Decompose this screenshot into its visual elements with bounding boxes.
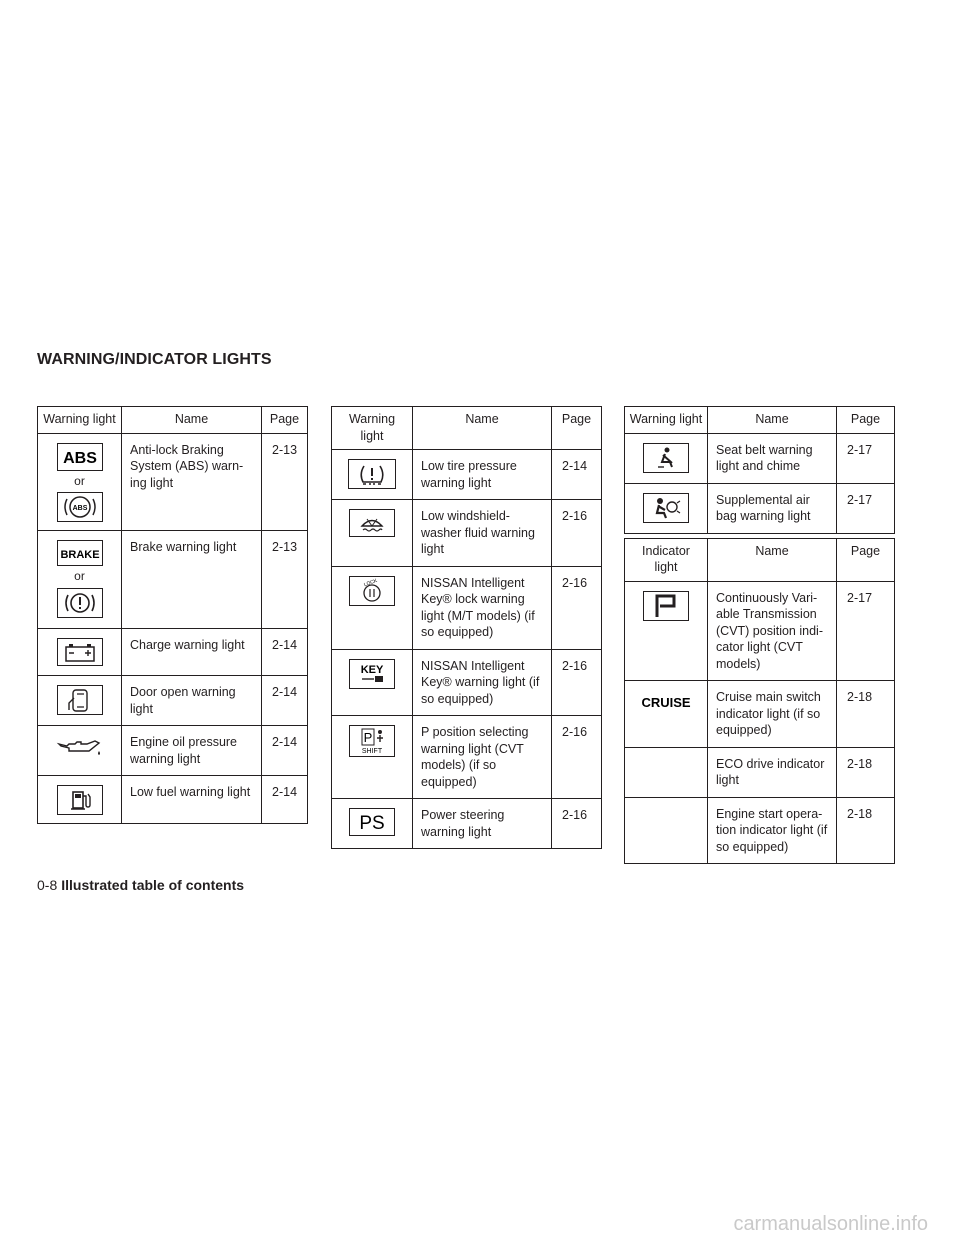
tire-pressure-icon (348, 459, 396, 489)
svg-text:KEY: KEY (360, 663, 384, 676)
washer-fluid-icon (349, 509, 395, 537)
svg-text:BRAKE: BRAKE (59, 549, 100, 561)
header-page: Page (552, 407, 602, 450)
battery-icon (57, 638, 103, 666)
svg-text:ABS: ABS (62, 449, 97, 467)
row-name: Cruise main switch indicator light (if so equipped) (708, 681, 837, 748)
table-row (625, 747, 895, 797)
table-row (332, 716, 602, 799)
oil-can-icon (55, 735, 105, 761)
row-name: Engine start opera- tion indicator light (if so equipped) (708, 797, 837, 864)
page-footer (37, 877, 244, 893)
header-page: Page (837, 538, 895, 581)
table-row (625, 681, 895, 748)
airbag-icon (643, 493, 689, 523)
svg-text:LOCK: LOCK (363, 577, 379, 588)
row-page: 2-16 (552, 649, 602, 716)
row-page: 2-14 (262, 676, 308, 726)
table-row (625, 433, 895, 483)
or-label: or (74, 473, 85, 488)
header-warning-light: Warning light (625, 407, 708, 434)
abs-text-icon (57, 443, 103, 471)
row-name: Low fuel warning light (122, 776, 262, 824)
header-name: Name (122, 407, 262, 434)
row-name: NISSAN Intelligent Key® warning light (if so equipped) (413, 649, 552, 716)
row-page: 2-17 (837, 483, 895, 533)
cruise-text-icon (641, 690, 691, 714)
row-name: Brake warning light (122, 531, 262, 629)
row-name: Low tire pressure warning light (413, 450, 552, 500)
footer-title: Illustrated table of contents (61, 877, 245, 893)
row-name: Door open warning light (122, 676, 262, 726)
key-lock-icon (349, 576, 395, 606)
header-page: Page (262, 407, 308, 434)
row-page: 2-14 (262, 629, 308, 676)
row-page: 2-18 (837, 681, 895, 748)
warning-lights-table-3 (624, 406, 895, 864)
row-name: Engine oil pressure warning light (122, 726, 262, 776)
page-number: 0-8 (37, 877, 58, 893)
table-row (38, 629, 308, 676)
row-page: 2-14 (262, 726, 308, 776)
header-name: Name (708, 538, 837, 581)
table-row (625, 581, 895, 681)
row-page: 2-18 (837, 797, 895, 864)
row-page: 2-16 (552, 716, 602, 799)
row-page: 2-17 (837, 581, 895, 681)
table-row (332, 799, 602, 849)
row-name: Continuously Vari- able Transmission (CVT) position indi- cator light (CVT models) (708, 581, 837, 681)
svg-text:P: P (363, 730, 373, 745)
header-name: Name (413, 407, 552, 450)
row-name: Charge warning light (122, 629, 262, 676)
section-title: WARNING/INDICATOR LIGHTS (37, 351, 272, 368)
header-page: Page (837, 407, 895, 434)
ps-text-icon (349, 808, 395, 836)
row-name: P position selecting warning light (CVT models) (if so equipped) (413, 716, 552, 799)
p-shift-icon (349, 725, 395, 757)
header-warning-light: Warning light (38, 407, 122, 434)
svg-text:SHIFT: SHIFT (361, 748, 383, 755)
warning-lights-table-1 (37, 406, 308, 824)
header-warning-light: Warning light (332, 407, 413, 450)
p-position-icon (643, 591, 689, 621)
row-page: 2-14 (552, 450, 602, 500)
warning-lights-table-2 (331, 406, 602, 849)
row-name: Seat belt warning light and chime (708, 433, 837, 483)
row-name: NISSAN Intelligent Key® lock warning light (M/T models) (if so equipped) (413, 566, 552, 649)
table-row (38, 726, 308, 776)
fuel-pump-icon (57, 785, 103, 815)
table-row (625, 797, 895, 864)
key-text-icon (349, 659, 395, 689)
or-label: or (74, 569, 85, 583)
table-row (625, 483, 895, 533)
row-page: 2-13 (262, 531, 308, 629)
abs-circle-icon (57, 492, 103, 522)
row-page: 2-17 (837, 433, 895, 483)
row-name: Supplemental air bag warning light (708, 483, 837, 533)
row-page: 2-18 (837, 747, 895, 797)
row-page: 2-16 (552, 799, 602, 849)
row-page: 2-16 (552, 566, 602, 649)
table-row (332, 566, 602, 649)
svg-text:CRUISE: CRUISE (641, 695, 691, 710)
row-name: ECO drive indicator light (708, 747, 837, 797)
table-row (332, 649, 602, 716)
table-row (332, 450, 602, 500)
row-page: 2-14 (262, 776, 308, 824)
brake-circle-icon (57, 588, 103, 618)
table-row (38, 776, 308, 824)
brake-text-icon (57, 540, 103, 566)
table-row (332, 500, 602, 567)
table-row (38, 676, 308, 726)
svg-text:PS: PS (359, 813, 385, 834)
row-name: Power steering warning light (413, 799, 552, 849)
row-page: 2-16 (552, 500, 602, 567)
header-indicator-light: Indicator light (625, 538, 708, 581)
watermark: carmanualsonline.info (733, 1213, 928, 1235)
door-open-icon (57, 685, 103, 715)
header-name: Name (708, 407, 837, 434)
seat-belt-icon (643, 443, 689, 473)
row-name: Low windshield- washer fluid warning light (413, 500, 552, 567)
table-row (38, 531, 308, 629)
row-page: 2-13 (262, 433, 308, 531)
table-row (38, 433, 308, 531)
row-name: Anti-lock Braking System (ABS) warn- ing light (122, 433, 262, 531)
svg-text:ABS: ABS (72, 505, 87, 512)
